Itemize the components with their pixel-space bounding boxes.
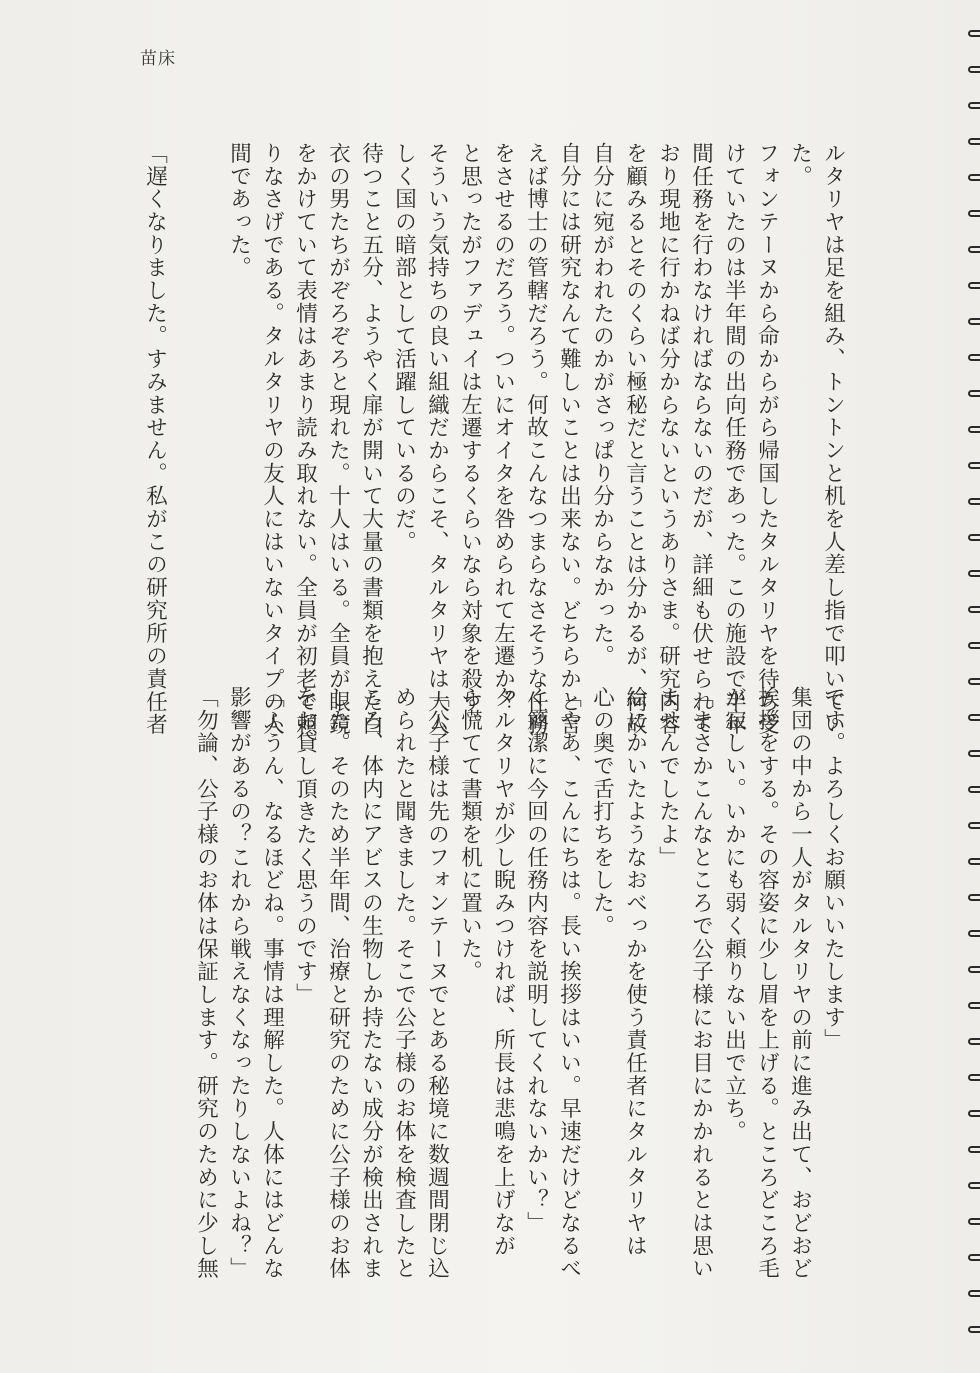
binding-ring (968, 570, 980, 577)
binding-ring (968, 966, 980, 973)
binding-ring (968, 1146, 980, 1153)
text-line: 心の奥で舌打ちをした。 (589, 686, 615, 938)
text-line: をお貸し頂きたく思うのです」 (292, 686, 318, 1006)
binding-ring (968, 210, 980, 217)
text-line: 挨拶をする。その容姿に少し眉を上げる。ところどころ毛 (754, 686, 780, 1281)
text-line: た。 (787, 142, 813, 188)
text-line: 待つこと五分、ようやく扉が開いて大量の書類を抱えた白 (358, 142, 384, 737)
binding-ring (968, 534, 980, 541)
text-line: おり現地に行かねば分からないというありさま。研究内容 (655, 142, 681, 737)
text-line: く簡潔に今回の任務内容を説明してくれないかい？」 (523, 686, 549, 1235)
text-line: フォンテーヌから命からがら帰国したタルタリヤを待ち受 (754, 142, 780, 737)
text-line: けていたのは半年間の出向任務であった。この施設で半年 (721, 142, 747, 737)
text-line: そういう気持ちの良い組織だからこそ、タルタリヤは大人 (424, 142, 450, 737)
binding-ring (968, 1038, 980, 1045)
binding-ring (968, 66, 980, 73)
text-line: した。そのため半年間、治療と研究のために公子様のお体 (325, 686, 351, 1281)
text-line: 間任務を行わなければならないのだが、詳細も伏せられて (688, 142, 714, 737)
binding-ring (968, 894, 980, 901)
binding-ring (968, 174, 980, 181)
binding-ring (968, 858, 980, 865)
text-line: 自分に宛がわれたのかがさっぱり分からなかった。 (589, 142, 615, 668)
text-line: 絵にかいたようなおべっかを使う責任者にタルタリヤは (622, 686, 648, 1258)
text-line: えば博士の管轄だろう。何故こんなつまらなさそうな任務 (523, 142, 549, 737)
text-line: 影響があるの？これから戦えなくなったりしないよね？」 (226, 686, 252, 1281)
spiral-binding (966, 0, 980, 1373)
binding-ring (968, 354, 980, 361)
binding-ring (968, 1218, 980, 1225)
text-line: ころ、体内にアビスの生物しか持たない成分が検出されま (358, 686, 384, 1281)
binding-ring (968, 246, 980, 253)
text-line: 間であった。 (226, 142, 252, 280)
text-line: 「まさかこんなところで公子様にお目にかかれるとは思い (688, 686, 714, 1281)
text-line: 「やあ、こんにちは。長い挨拶はいい。早速だけどなるべ (556, 686, 582, 1281)
text-line: タルタリヤが少し睨みつければ、所長は悲鳴を上げなが (490, 686, 516, 1258)
binding-ring (968, 102, 980, 109)
binding-ring (968, 606, 980, 613)
binding-ring (968, 390, 980, 397)
binding-ring (968, 750, 980, 757)
text-line: 集団の中から一人がタルタリヤの前に進み出て、おどおど (787, 686, 813, 1281)
text-line: 「公子様は先のフォンテーヌでとある秘境に数週間閉じ込 (424, 686, 450, 1281)
text-line: ら慌てて書類を机に置いた。 (457, 686, 483, 984)
binding-ring (968, 1290, 980, 1297)
binding-ring (968, 282, 980, 289)
text-line: められたと聞きました。そこで公子様のお体を検査したと (391, 686, 417, 1281)
text-line: を顧みるとそのくらい極秘だと言うことは分かるが、何故 (622, 142, 648, 737)
text-line: 自分には研究なんて難しいことは出来ない。どちらかと言 (556, 142, 582, 737)
binding-ring (968, 642, 980, 649)
text-line: ませんでしたよ」 (655, 686, 681, 869)
text-line: です。よろしくお願いいたします」 (820, 686, 846, 1052)
binding-ring (968, 426, 980, 433)
text-line: 「ふうん、なるほどね。事情は理解した。人体にはどんな (259, 686, 285, 1281)
text-line: が寂しい。いかにも弱く頼りない出で立ち。 (721, 686, 747, 1143)
binding-ring (968, 1182, 980, 1189)
binding-ring (968, 1002, 980, 1009)
binding-ring (968, 786, 980, 793)
text-line: 「勿論、公子様のお体は保証します。研究のために少し無 (193, 686, 219, 1281)
text-line: と思ったがファデュイは左遷するくらいなら対象を殺す。 (457, 142, 483, 737)
text-line: をさせるのだろう。ついにオイタを咎められて左遷か？ (490, 142, 516, 714)
binding-ring (968, 462, 980, 469)
binding-ring (968, 930, 980, 937)
page-title: 苗床 (140, 49, 176, 69)
binding-ring (968, 1074, 980, 1081)
binding-ring (968, 498, 980, 505)
text-line: 「遅くなりました。すみません。私がこの研究所の責任者 (142, 142, 168, 737)
text-line: りなさげである。タルタリヤの友人にはいないタイプの人 (259, 142, 285, 737)
binding-ring (968, 30, 980, 37)
binding-ring (968, 1326, 980, 1333)
binding-ring (968, 138, 980, 145)
text-line: ルタリヤは足を組み、トントンと机を人差し指で叩いてい (820, 142, 846, 737)
binding-ring (968, 318, 980, 325)
binding-ring (968, 1254, 980, 1261)
text-line: しく国の暗部として活躍しているのだ。 (391, 142, 417, 554)
binding-ring (968, 678, 980, 685)
binding-ring (968, 822, 980, 829)
binding-ring (968, 714, 980, 721)
text-line: 衣の男たちがぞろぞろと現れた。十人はいる。全員が眼鏡 (325, 142, 351, 737)
text-line: をかけていて表情はあまり読み取れない。全員が初老で頼 (292, 142, 318, 737)
binding-ring (968, 1110, 980, 1117)
